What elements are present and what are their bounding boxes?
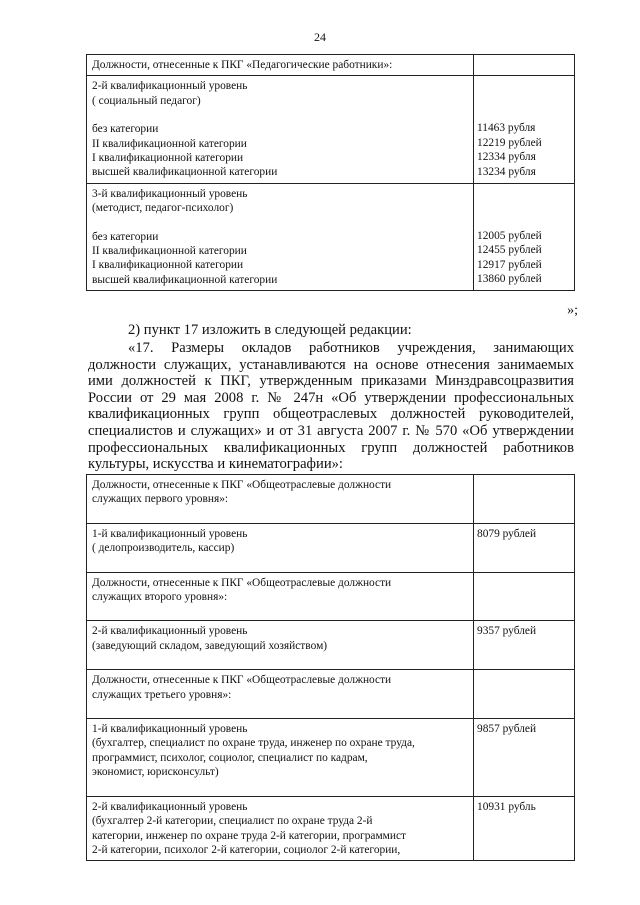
category: I квалификационной категории [92,259,244,272]
cell-line: Должности, отнесенные к ПКГ «Общеотраслевые должности [92,674,392,687]
positions: (методист, педагог-психолог) [92,202,234,215]
cell-line: Должности, отнесенные к ПКГ «Общеотраслевые должности [92,479,392,491]
salary: 12005 рублей [477,229,542,242]
table-row [87,55,575,76]
salary: 12917 рублей [477,258,542,271]
cell-line: 2-й категории, психолог 2-й категории, социолог 2-й категории, [92,843,401,856]
cell-line: (бухгалтер, специалист по охране труда, инженер по охране труда, [92,737,415,750]
table1-group-right [474,76,575,183]
teachers-salary-table [86,54,575,291]
table-row [87,621,575,670]
qualification-level: 3-й квалификационный уровень [92,187,248,200]
employees-salary-table [86,474,575,861]
table1-group-left [87,183,474,290]
table2-right-cell: 9357 рублей [474,621,575,670]
salary: 12219 рублей [477,136,542,149]
table2-left-cell [87,670,474,719]
table1-group-right [474,183,575,290]
cell-line: служащих первого уровня»: [92,493,229,506]
category: II квалификационной категории [92,137,247,150]
table2-left-cell [87,719,474,797]
table2-left-cell [87,572,474,621]
table2-right-cell [474,572,575,621]
cell-line: Должности, отнесенные к ПКГ «Общеотраслевые должности [92,576,392,589]
table-row [87,719,575,797]
category: II квалификационной категории [92,245,247,258]
salary: 12455 рублей [477,244,542,257]
salary: 11463 рубля [477,122,536,135]
positions: ( социальный педагог) [92,94,201,107]
cell-line: 1-й квалификационный уровень [92,723,248,736]
cell-line: (бухгалтер 2-й категории, специалист по охране труда 2-й [92,815,373,828]
table2-left-cell [87,523,474,572]
cell-line: служащих второго уровня»: [92,591,228,604]
table-row [87,76,575,183]
table2-left-cell [87,796,474,861]
cell-line: (заведующий складом, заведующий хозяйством) [92,639,328,652]
table-row [87,523,575,572]
table2-right-cell: 10931 рубль [474,796,575,861]
paragraph-item-17: «17. Размеры окладов работников учреждения, занимающих должности служащих, устанавливаются на основе отнесения занимаемых ими должностей к ПКГ, утвержденным приказами Минздравсоцразвития России от 29 мая 2008 г. № 247н «Об утверждении профессиональных квалификационных групп общеотраслевых должностей руководителей, специалистов и служащих» и от 31 августа 2007 г. № 570 «Об утверждении профессиональных квалификационных групп должностей работников культуры, искусства и кинематографии»: [88,340,574,473]
salary: 13234 рубля [477,165,536,178]
paragraph-item-2: 2) пункт 17 изложить в следующей редакции: [128,322,412,338]
page-number: 24 [314,30,326,44]
table-row [87,475,575,524]
table2-right-cell [474,670,575,719]
table-row [87,183,575,290]
category: высшей квалификационной категории [92,273,278,286]
table2-left-cell [87,621,474,670]
cell-line: 2-й квалификационный уровень [92,800,248,813]
table-row [87,796,575,861]
salary: 13860 рублей [477,273,542,286]
table2-right-cell: 9857 рублей [474,719,575,797]
cell-line: ( делопроизводитель, кассир) [92,542,235,555]
salary: 12334 рубля [477,151,536,164]
cell-line: экономист, юрисконсульт) [92,766,219,779]
cell-line: категории, инженер по охране труда 2-й категории, программист [92,829,407,842]
cell-line: 1-й квалификационный уровень [92,527,248,540]
cell-line: служащих третьего уровня»: [92,688,232,701]
table1-header-empty [474,55,575,76]
qualification-level: 2-й квалификационный уровень [92,80,248,93]
table2-left-cell [87,475,474,524]
table-row [87,670,575,719]
category: высшей квалификационной категории [92,166,278,179]
category: без категории [92,123,159,136]
table1-header: Должности, отнесенные к ПКГ «Педагогические работники»: [87,55,474,76]
table2-right-cell: 8079 рублей [474,523,575,572]
table2-right-cell [474,475,575,524]
table1-closing-quote: »; [567,303,578,318]
cell-line: программист, психолог, социолог, специалист по кадрам, [92,751,368,764]
cell-line: 2-й квалификационный уровень [92,625,248,638]
table-row [87,572,575,621]
table1-group-left [87,76,474,183]
category: I квалификационной категории [92,152,244,165]
category: без категории [92,230,159,243]
